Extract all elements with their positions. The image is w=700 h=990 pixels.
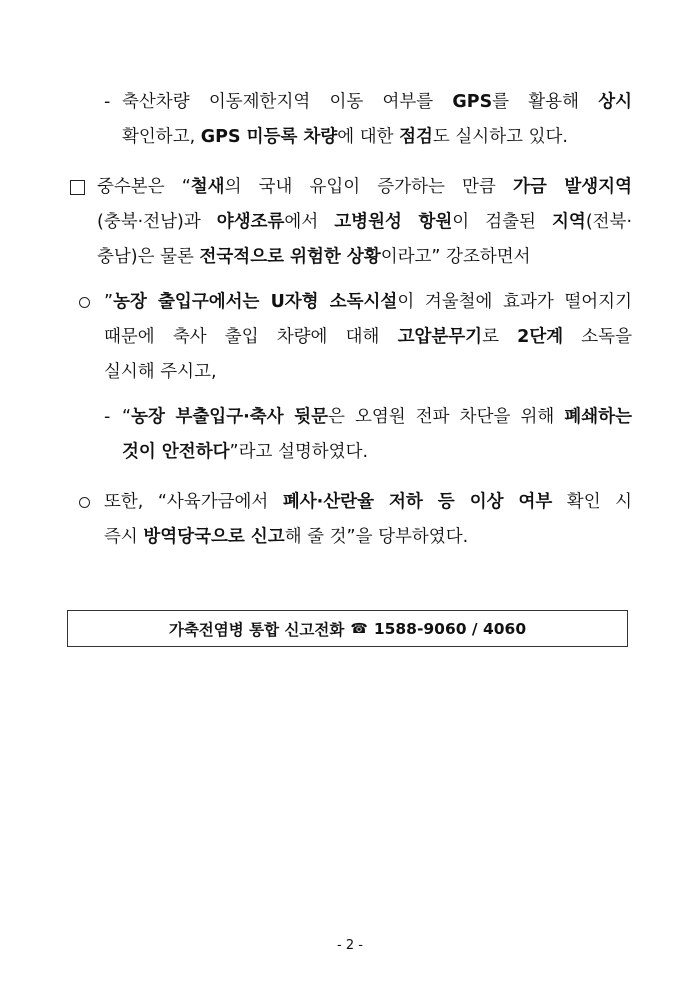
text-segment: 이라고” 강조하면서 (380, 247, 531, 267)
body-line (104, 525, 632, 549)
body-line (97, 210, 632, 234)
body-line (122, 125, 632, 149)
dash-marker: - (104, 407, 111, 427)
text-segment: ”라고 설명하였다. (229, 442, 369, 462)
text-segment: 실시해 주시고, (104, 362, 217, 382)
text-segment: 이 겨울철에 효과가 떨어지기 (397, 292, 632, 312)
bold-text-segment: 야생조류 (216, 212, 285, 232)
text-segment: 소독을 (563, 327, 632, 347)
circle-bullet (79, 297, 90, 308)
bold-text-segment: 농장 부출입구·축사 뒷문 (131, 407, 328, 427)
body-line (104, 490, 632, 514)
text-segment: 은 오염원 전파 차단을 위해 (328, 407, 565, 427)
body-line (97, 245, 632, 269)
text-segment: 즉시 (104, 527, 144, 547)
page-number: - 2 - (337, 938, 363, 953)
bold-text-segment: 지역 (552, 212, 586, 232)
bold-text-segment: 2단계 (517, 327, 564, 347)
hotline-label: 가축전염병 통합 신고전화 (168, 620, 345, 639)
text-segment: 에 대한 (337, 127, 400, 147)
text-segment: 의 국내 유입이 증가하는 만큼 (224, 177, 513, 197)
body-line (122, 405, 632, 429)
bold-text-segment: 가금 발생지역 (512, 177, 632, 197)
bold-text-segment: 철새 (190, 177, 225, 197)
text-segment: 또한, “사육가금에서 (104, 492, 283, 512)
bold-text-segment: 폐사·산란율 저하 등 이상 여부 (282, 492, 553, 512)
text-segment: ” (104, 292, 114, 312)
text-segment: (충북·전남) (97, 212, 184, 232)
text-segment: 확인하고, (122, 127, 201, 147)
bold-text-segment: 폐쇄하는 (564, 407, 632, 427)
text-segment: 에서 (284, 212, 335, 232)
bold-text-segment: 점검 (399, 127, 433, 147)
text-segment: 도 실시하고 있다. (432, 127, 568, 147)
bold-text-segment: 농장 출입구에서는 U자형 소독시설 (113, 292, 398, 312)
hotline-numbers: 1588-9060 / 4060 (373, 619, 527, 638)
text-segment: 축산차량 이동제한지역 이동 여부를 (122, 92, 453, 112)
text-segment: 중수본은 “ (97, 177, 191, 197)
circle-bullet (79, 497, 90, 508)
dash-marker: - (104, 92, 111, 112)
text-segment: 로 (482, 327, 518, 347)
body-line (97, 175, 632, 199)
text-segment: 때문에 축사 출입 차량에 대해 (104, 327, 398, 347)
bold-text-segment: GPS (452, 92, 493, 112)
phone-icon: ☎ (350, 620, 368, 637)
body-line (104, 290, 632, 314)
text-segment: 확인 시 (552, 492, 632, 512)
hotline-box (67, 610, 628, 647)
body-line (122, 440, 632, 464)
text-segment: “ (122, 407, 132, 427)
bold-text-segment: 전국적으로 위험한 상황 (199, 247, 381, 267)
text-segment: (전북· (585, 212, 633, 232)
body-line (104, 325, 632, 349)
bold-text-segment: 상시 (598, 92, 633, 112)
text-segment: 해 줄 것”을 당부하였다. (284, 527, 469, 547)
checkbox-square-bullet (70, 180, 85, 195)
text-segment: 충남) (97, 247, 138, 267)
bold-text-segment: GPS 미등록 차량 (200, 127, 338, 147)
bold-text-segment: 방역당국으로 신고 (143, 527, 285, 547)
text-segment: 이 검출된 (452, 212, 552, 232)
text-segment: 를 활용해 (492, 92, 599, 112)
body-line (122, 90, 632, 114)
bold-text-segment: 고압분무기 (397, 327, 483, 347)
text-segment: 은 물론 (137, 247, 200, 267)
bold-text-segment: 고병원성 항원 (334, 212, 453, 232)
body-line (104, 360, 632, 384)
text-segment: 과 (183, 212, 217, 232)
bold-text-segment: 것이 안전하다 (122, 442, 230, 462)
